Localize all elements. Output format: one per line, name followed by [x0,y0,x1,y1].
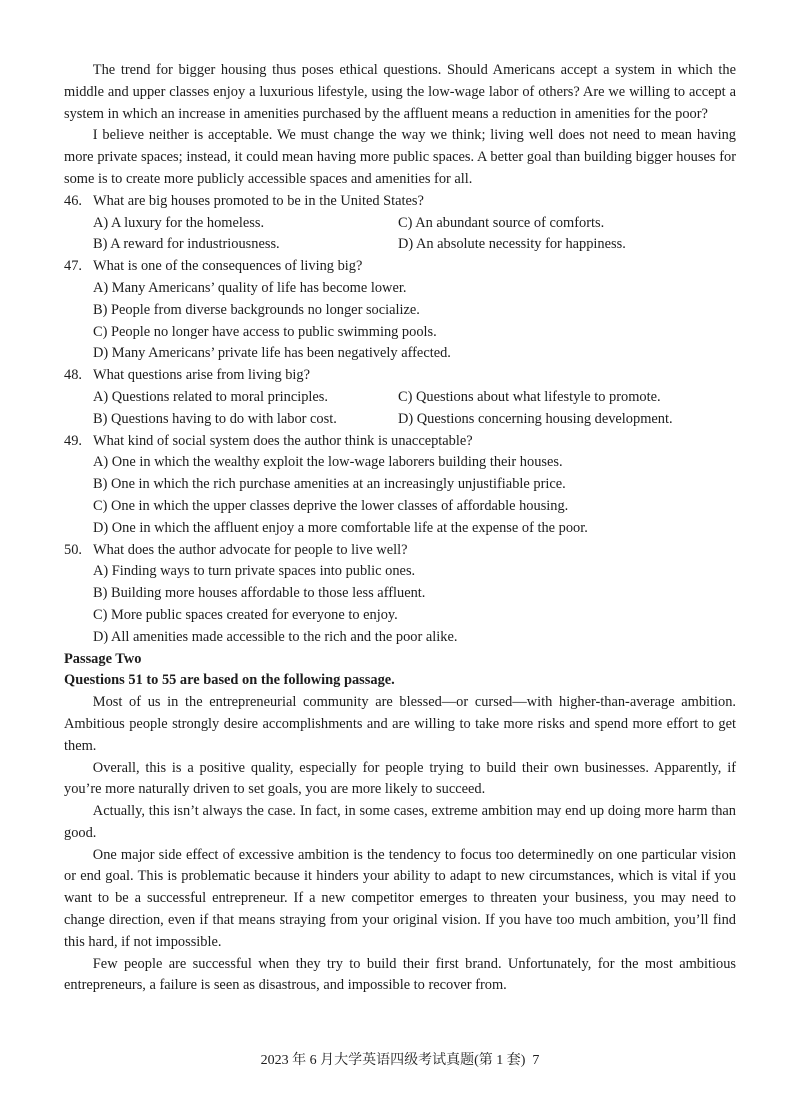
passage-two-paragraph-1: Most of us in the entrepreneurial community are blessed—or cursed—with higher-than-average ambition. Ambitious people strongly desire accomplishments and are willing to take more risks and spend more effort to get them. [64,694,736,754]
question-options [64,561,736,648]
option-c: C) More public spaces created for everyone to enjoy. [93,606,398,623]
option-c: C) Questions about what lifestyle to promote. [398,388,661,405]
question-number: 48. [64,367,82,384]
intro-paragraph-2: I believe neither is acceptable. We must change the way we think; living well does not need to mean having more private spaces; instead, it could mean having more public spaces. A better goal than building bigger houses for some is to create more publicly accessible spaces and amenities for all. [64,127,736,187]
option-b: B) One in which the rich purchase amenities at an increasingly unjustifiable price. [93,476,566,493]
option-d: D) All amenities made accessible to the rich and the poor alike. [93,628,458,645]
question-text: What questions arise from living big? [93,367,311,384]
passage-two-instruction: Questions 51 to 55 are based on the following passage. [64,672,395,689]
option-c: C) An abundant source of comforts. [398,214,605,231]
option-a: A) Questions related to moral principles. [93,388,328,405]
question-47 [64,256,736,365]
question-text: What are big houses promoted to be in the United States? [93,192,424,209]
option-b: B) Building more houses affordable to those less affluent. [93,585,426,602]
question-options [64,387,736,431]
option-a: A) A luxury for the homeless. [93,214,265,231]
option-c: C) One in which the upper classes deprive the lower classes of affordable housing. [93,497,569,514]
question-text: What kind of social system does the author think is unacceptable? [93,432,473,449]
question-options [64,452,736,539]
option-b: B) Questions having to do with labor cost. [93,410,337,427]
option-d: D) An absolute necessity for happiness. [398,236,626,253]
question-46 [64,191,736,256]
question-number: 46. [64,192,82,209]
option-row [93,213,736,235]
passage-two-paragraph-2: Overall, this is a positive quality, especially for people trying to build their own businesses. Apparently, if you’re more naturally driven to set goals, you are more likely to succeed. [64,759,736,798]
option-row [93,387,736,409]
passage-two-heading: Passage Two [64,650,142,667]
question-48 [64,365,736,430]
option-a: A) One in which the wealthy exploit the low-wage laborers building their houses. [93,454,563,471]
option-a: A) Many Americans’ quality of life has become lower. [93,279,407,296]
question-options [64,213,736,257]
passage-two-paragraph-4: One major side effect of excessive ambition is the tendency to focus too determinedly on one particular vision or end goal. This is problematic because it hinders your ability to adapt to new circumstances, which is vital if you want to be a successful entrepreneur. If a new competitor emerges to threaten your business, you may need to change direction, even if that means straying from your original vision. If you have too much ambition, you’ll find this hard, if not impossible. [64,846,736,950]
question-50 [64,540,736,649]
option-row [93,234,736,256]
question-text: What is one of the consequences of living big? [93,258,363,275]
option-c: C) People no longer have access to public swimming pools. [93,323,437,340]
option-row [93,409,736,431]
page-footer: 2023 年 6 月大学英语四级考试真题(第 1 套) 7 [260,1053,540,1068]
question-49 [64,431,736,540]
option-b: B) People from diverse backgrounds no longer socialize. [93,301,420,318]
question-number: 47. [64,258,82,275]
passage-two-paragraph-3: Actually, this isn’t always the case. In fact, in some cases, extreme ambition may end up doing more harm than good. [64,803,736,841]
option-b: B) A reward for industriousness. [93,236,280,253]
intro-paragraph-1: The trend for bigger housing thus poses ethical questions. Should Americans accept a system in which the middle and upper classes enjoy a luxurious lifestyle, using the low-wage labor of others? Are we willing to accept a system in which an increase in amenities purchased by the affluent means a reduction in amenities for the poor? [64,62,736,122]
passage-two-paragraph-5: Few people are successful when they try to build their first brand. Unfortunately, for the most ambitious entrepreneurs, a failure is seen as disastrous, and impossible to recover from. [64,955,736,994]
option-a: A) Finding ways to turn private spaces into public ones. [93,563,416,580]
option-d: D) One in which the affluent enjoy a more comfortable life at the expense of the poor. [93,519,588,536]
question-number: 50. [64,541,82,558]
question-number: 49. [64,432,82,449]
question-text: What does the author advocate for people to live well? [93,541,408,558]
question-options [64,278,736,365]
option-d: D) Questions concerning housing development. [398,410,673,427]
option-d: D) Many Americans’ private life has been negatively affected. [93,345,451,362]
